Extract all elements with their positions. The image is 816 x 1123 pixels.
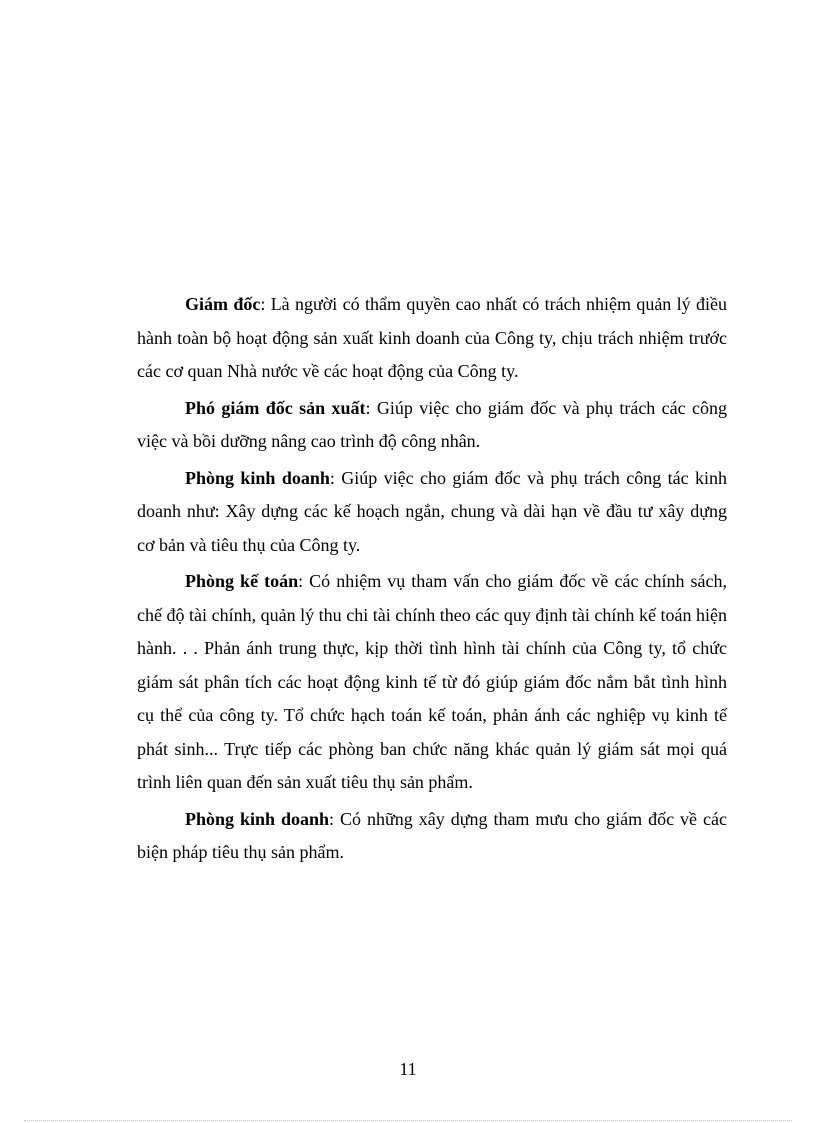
body-text [137, 288, 727, 873]
paragraph-phong-ke-toan [137, 565, 727, 800]
paragraph-text: : Là người có thẩm quyền cao nhất có trách nhiệm quản lý điều hành toàn bộ hoạt động sản xuất kinh doanh của Công ty, chịu trách nhiệm trước các cơ quan Nhà nước về các hoạt động của Công ty. [137, 294, 727, 381]
term-heading: Phòng kinh doanh [185, 467, 330, 488]
term-heading: Giám đốc [185, 294, 261, 314]
paragraph-giam-doc [137, 288, 727, 389]
page-number: 11 [399, 1059, 417, 1079]
paragraph-phong-kinh-doanh [137, 462, 727, 563]
paragraph-pho-giam-doc [137, 392, 727, 459]
paragraph-phong-kinh-doanh-2 [137, 803, 727, 870]
page-bottom-divider [24, 1120, 792, 1121]
paragraph-text: : Có nhiệm vụ tham vấn cho giám đốc về các chính sách, chế độ tài chính, quản lý thu chi tài chính theo các quy định tài chính kế toán hiện hành. . . Phản ánh trung thực, kịp thời tình hình tài chính của Công ty, tổ chức giám sát phân tích các hoạt động kinh tế từ đó giúp giám đốc nắm bắt tình hình cụ thể của công ty. Tổ chức hạch toán kế toán, phản ánh các nghiệp vụ kinh tế phát sinh... Trực tiếp các phòng ban chức năng khác quản lý giám sát mọi quá trình liên quan đến sản xuất tiêu thụ sản phẩm. [137, 571, 727, 792]
term-heading: Phòng kế toán [185, 571, 299, 591]
term-heading: Phó giám đốc sản xuất [185, 397, 366, 418]
paragraph-text: : Giúp việc cho giám đốc và phụ trách các công việc và bồi dưỡng nâng cao trình độ công nhân. [137, 397, 727, 451]
term-heading: Phòng kinh doanh [185, 808, 330, 829]
paragraph-text: : Có những xây dựng tham mưu cho giám đốc về các biện pháp tiêu thụ sản phẩm. [137, 808, 727, 862]
paragraph-text: : Giúp việc cho giám đốc và phụ trách công tác kinh doanh như: Xây dựng các kế hoạch ngắn, chung và dài hạn về đầu tư xây dựng cơ bản và tiêu thụ của Công ty. [137, 467, 727, 555]
